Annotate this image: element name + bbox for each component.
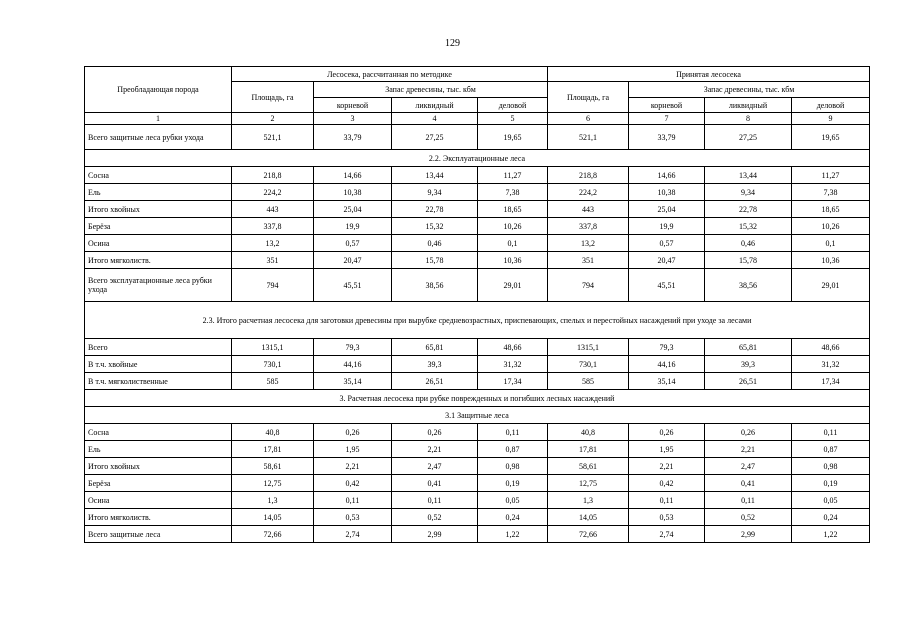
cell: 0,24 (792, 509, 870, 526)
row-name: Итого хвойных (85, 458, 232, 475)
cell: 0,11 (478, 424, 548, 441)
cell: 17,81 (232, 441, 314, 458)
cell: 39,3 (392, 356, 478, 373)
column-number: 8 (705, 113, 792, 125)
cell: 22,78 (705, 201, 792, 218)
cell: 14,66 (314, 167, 392, 184)
row-name: Всего защитные леса рубки ухода (85, 125, 232, 150)
header-stock-accepted: Запас древесины, тыс. кбм (629, 82, 870, 98)
header-root: корневой (629, 98, 705, 113)
cell: 2,47 (705, 458, 792, 475)
cell: 0,87 (478, 441, 548, 458)
table-row (85, 167, 870, 184)
cell: 12,75 (232, 475, 314, 492)
row-name: Осина (85, 235, 232, 252)
cell: 17,34 (478, 373, 548, 390)
cell: 0,41 (392, 475, 478, 492)
column-number: 1 (85, 113, 232, 125)
cell: 44,16 (629, 356, 705, 373)
cell: 38,56 (392, 269, 478, 302)
cell: 79,3 (314, 339, 392, 356)
cell: 1315,1 (548, 339, 629, 356)
row-name: Итого мягколиств. (85, 252, 232, 269)
cell: 11,27 (478, 167, 548, 184)
row-name: Берёза (85, 218, 232, 235)
cell: 0,52 (392, 509, 478, 526)
header-group-accepted: Принятая лесосека (548, 67, 870, 82)
cell: 730,1 (232, 356, 314, 373)
cell: 19,65 (792, 125, 870, 150)
cell: 1,22 (478, 526, 548, 543)
cell: 19,65 (478, 125, 548, 150)
cell: 0,05 (792, 492, 870, 509)
row-name: Ель (85, 441, 232, 458)
row-name: Сосна (85, 167, 232, 184)
cell: 26,51 (392, 373, 478, 390)
cell: 443 (232, 201, 314, 218)
cell: 48,66 (792, 339, 870, 356)
cell: 17,34 (792, 373, 870, 390)
cell: 20,47 (629, 252, 705, 269)
cell: 218,8 (232, 167, 314, 184)
cell: 15,32 (392, 218, 478, 235)
header-business: деловой (478, 98, 548, 113)
cell: 0,98 (478, 458, 548, 475)
cell: 337,8 (232, 218, 314, 235)
row-name: Всего защитные леса (85, 526, 232, 543)
cell: 40,8 (232, 424, 314, 441)
cell: 27,25 (705, 125, 792, 150)
section-title: 2.2. Эксплуатационные леса (85, 150, 870, 167)
cell: 45,51 (629, 269, 705, 302)
section-title: 2.3. Итого расчетная лесосека для заготовки древесины при вырубке средневозрастных, приспевающих, спелых и перестойных насаждений при уходе за лесами (85, 302, 870, 339)
cell: 19,9 (629, 218, 705, 235)
cell: 15,78 (705, 252, 792, 269)
cell: 1,95 (314, 441, 392, 458)
cell: 18,65 (792, 201, 870, 218)
table-row (85, 125, 870, 150)
cell: 40,8 (548, 424, 629, 441)
cell: 0,26 (392, 424, 478, 441)
table-row (85, 424, 870, 441)
cell: 351 (548, 252, 629, 269)
cell: 224,2 (232, 184, 314, 201)
cell: 14,05 (548, 509, 629, 526)
cell: 337,8 (548, 218, 629, 235)
row-name: Итого мягколиств. (85, 509, 232, 526)
cell: 2,74 (314, 526, 392, 543)
cell: 0,53 (314, 509, 392, 526)
table-row (85, 356, 870, 373)
cell: 35,14 (314, 373, 392, 390)
cell: 1315,1 (232, 339, 314, 356)
cell: 2,99 (705, 526, 792, 543)
cell: 0,26 (314, 424, 392, 441)
cell: 0,1 (478, 235, 548, 252)
cell: 2,99 (392, 526, 478, 543)
column-number: 2 (232, 113, 314, 125)
cell: 13,2 (232, 235, 314, 252)
cell: 0,19 (792, 475, 870, 492)
cell: 730,1 (548, 356, 629, 373)
cell: 33,79 (629, 125, 705, 150)
table-row (85, 201, 870, 218)
cell: 15,32 (705, 218, 792, 235)
cell: 224,2 (548, 184, 629, 201)
cell: 65,81 (705, 339, 792, 356)
column-number: 5 (478, 113, 548, 125)
section-title: 3.1 Защитные леса (85, 407, 870, 424)
cell: 0,24 (478, 509, 548, 526)
row-name: Всего эксплуатационные леса рубки ухода (85, 269, 232, 302)
row-name: В т.ч. хвойные (85, 356, 232, 373)
cell: 19,9 (314, 218, 392, 235)
table-row (85, 339, 870, 356)
cell: 79,3 (629, 339, 705, 356)
cell: 0,42 (629, 475, 705, 492)
cell: 10,26 (792, 218, 870, 235)
section-title: 3. Расчетная лесосека при рубке поврежденных и погибших лесных насаждений (85, 390, 870, 407)
cell: 0,87 (792, 441, 870, 458)
table-row (85, 373, 870, 390)
row-name: Осина (85, 492, 232, 509)
cell: 0,46 (705, 235, 792, 252)
cell: 1,95 (629, 441, 705, 458)
header-group-calculated: Лесосека, рассчитанная по методике (232, 67, 548, 82)
cell: 794 (232, 269, 314, 302)
cell: 14,05 (232, 509, 314, 526)
cell: 58,61 (232, 458, 314, 475)
cell: 2,21 (629, 458, 705, 475)
cell: 25,04 (629, 201, 705, 218)
cell: 0,52 (705, 509, 792, 526)
cell: 65,81 (392, 339, 478, 356)
cell: 1,22 (792, 526, 870, 543)
page-number: 129 (445, 38, 460, 49)
cell: 33,79 (314, 125, 392, 150)
cell: 10,36 (478, 252, 548, 269)
cell: 0,11 (705, 492, 792, 509)
cell: 0,26 (705, 424, 792, 441)
row-name: В т.ч. мягколиственные (85, 373, 232, 390)
cell: 0,19 (478, 475, 548, 492)
cell: 794 (548, 269, 629, 302)
table-row (85, 235, 870, 252)
table-row (85, 252, 870, 269)
cell: 0,41 (705, 475, 792, 492)
cell: 44,16 (314, 356, 392, 373)
cell: 1,3 (548, 492, 629, 509)
cell: 218,8 (548, 167, 629, 184)
cell: 10,38 (629, 184, 705, 201)
table-row (85, 218, 870, 235)
table-row (85, 475, 870, 492)
cell: 585 (232, 373, 314, 390)
cell: 39,3 (705, 356, 792, 373)
cell: 17,81 (548, 441, 629, 458)
cell: 14,66 (629, 167, 705, 184)
cell: 0,11 (314, 492, 392, 509)
cell: 20,47 (314, 252, 392, 269)
row-name: Сосна (85, 424, 232, 441)
cell: 72,66 (232, 526, 314, 543)
cell: 9,34 (705, 184, 792, 201)
table-row (85, 184, 870, 201)
cell: 58,61 (548, 458, 629, 475)
cell: 0,1 (792, 235, 870, 252)
table-row (85, 269, 870, 302)
cell: 31,32 (478, 356, 548, 373)
cell: 0,42 (314, 475, 392, 492)
table-row (85, 492, 870, 509)
cell: 7,38 (792, 184, 870, 201)
table-row (85, 526, 870, 543)
row-name: Берёза (85, 475, 232, 492)
cell: 2,47 (392, 458, 478, 475)
header-area-accepted: Площадь, га (548, 82, 629, 113)
header-species: Преобладающая порода (85, 67, 232, 113)
cell: 10,36 (792, 252, 870, 269)
header-root: корневой (314, 98, 392, 113)
header-business: деловой (792, 98, 870, 113)
cell: 2,21 (392, 441, 478, 458)
cell: 13,44 (705, 167, 792, 184)
cell: 0,11 (629, 492, 705, 509)
cell: 12,75 (548, 475, 629, 492)
cell: 29,01 (478, 269, 548, 302)
cell: 2,74 (629, 526, 705, 543)
cell: 0,11 (792, 424, 870, 441)
cell: 351 (232, 252, 314, 269)
cell: 521,1 (548, 125, 629, 150)
cell: 0,53 (629, 509, 705, 526)
table-row (85, 458, 870, 475)
cell: 25,04 (314, 201, 392, 218)
cell: 72,66 (548, 526, 629, 543)
cell: 18,65 (478, 201, 548, 218)
cell: 521,1 (232, 125, 314, 150)
cell: 26,51 (705, 373, 792, 390)
column-number: 3 (314, 113, 392, 125)
table-row (85, 441, 870, 458)
cell: 31,32 (792, 356, 870, 373)
cell: 585 (548, 373, 629, 390)
row-name: Итого хвойных (85, 201, 232, 218)
cell: 10,26 (478, 218, 548, 235)
cell: 1,3 (232, 492, 314, 509)
cell: 13,44 (392, 167, 478, 184)
column-number: 4 (392, 113, 478, 125)
logging-volume-table (84, 66, 870, 543)
cell: 45,51 (314, 269, 392, 302)
column-number: 7 (629, 113, 705, 125)
cell: 0,57 (314, 235, 392, 252)
cell: 10,38 (314, 184, 392, 201)
cell: 2,21 (314, 458, 392, 475)
column-number: 9 (792, 113, 870, 125)
cell: 11,27 (792, 167, 870, 184)
cell: 9,34 (392, 184, 478, 201)
cell: 29,01 (792, 269, 870, 302)
cell: 2,21 (705, 441, 792, 458)
header-stock-calculated: Запас древесины, тыс. кбм (314, 82, 548, 98)
cell: 15,78 (392, 252, 478, 269)
row-name: Всего (85, 339, 232, 356)
cell: 13,2 (548, 235, 629, 252)
cell: 38,56 (705, 269, 792, 302)
cell: 0,26 (629, 424, 705, 441)
row-name: Ель (85, 184, 232, 201)
cell: 0,05 (478, 492, 548, 509)
header-liquid: ликвидный (705, 98, 792, 113)
cell: 0,46 (392, 235, 478, 252)
header-liquid: ликвидный (392, 98, 478, 113)
cell: 443 (548, 201, 629, 218)
cell: 0,57 (629, 235, 705, 252)
cell: 7,38 (478, 184, 548, 201)
cell: 48,66 (478, 339, 548, 356)
cell: 22,78 (392, 201, 478, 218)
cell: 27,25 (392, 125, 478, 150)
cell: 0,98 (792, 458, 870, 475)
cell: 35,14 (629, 373, 705, 390)
column-number: 6 (548, 113, 629, 125)
table-row (85, 509, 870, 526)
cell: 0,11 (392, 492, 478, 509)
header-area-calculated: Площадь, га (232, 82, 314, 113)
